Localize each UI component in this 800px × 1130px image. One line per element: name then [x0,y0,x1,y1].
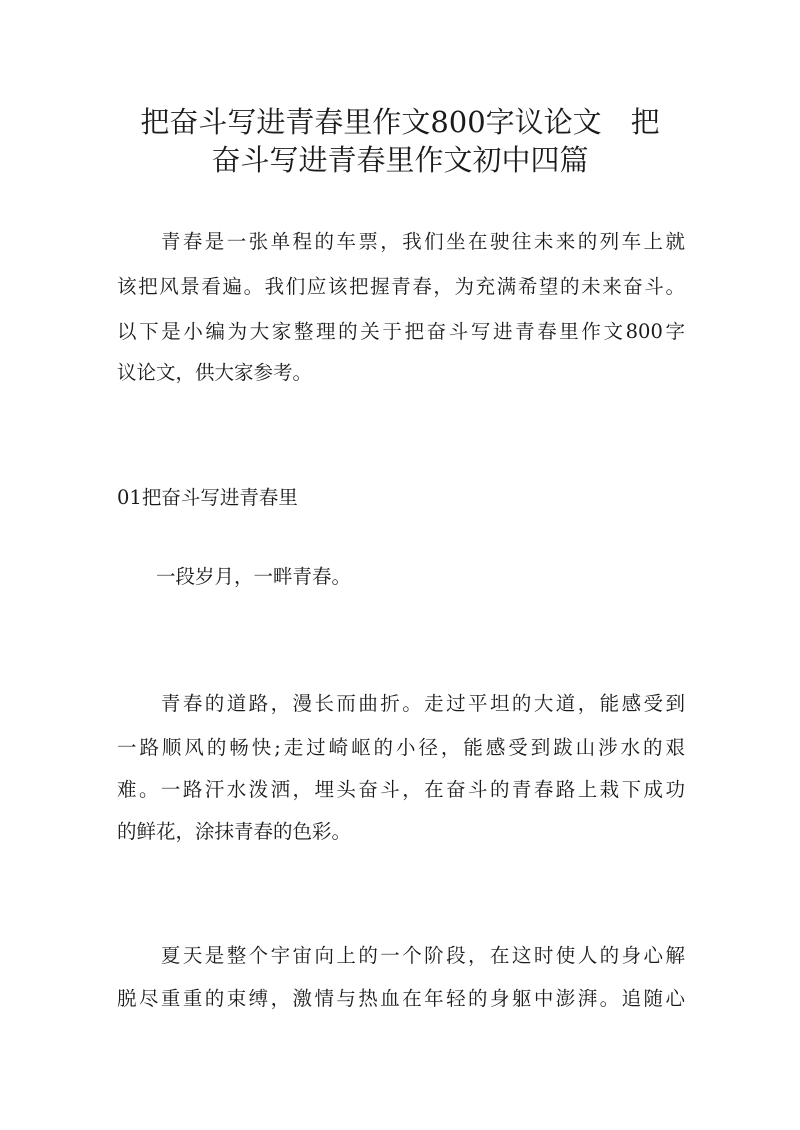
para2-line-2: 一路顺风的畅快;走过崎岖的小径，能感受到跋山涉水的艰 [117,736,685,759]
para2-line-3: 难。一路汗水泼洒，埋头奋斗，在奋斗的青春路上栽下成功 [117,778,685,801]
para3-line-2: 脱尽重重的束缚，激情与热血在年轻的身躯中澎湃。追随心 [117,987,685,1010]
intro-line-2: 该把风景看遍。我们应该把握青春，为充满希望的未来奋斗。 [117,275,685,298]
intro-line-3: 以下是小编为大家整理的关于把奋斗写进青春里作文800字 [117,320,685,343]
para2-line-1: 青春的道路，漫长而曲折。走过平坦的大道，能感受到 [117,692,685,715]
intro-line-4: 议论文，供大家参考。 [117,361,313,384]
document-title-line-2: 奋斗写进青春里作文初中四篇 [211,143,589,177]
para1-line-1: 一段岁月，一畔青春。 [117,565,352,588]
para3-line-1: 夏天是整个宇宙向上的一个阶段，在这时使人的身心解 [117,944,685,967]
para2-line-4: 的鲜花，涂抹青春的色彩。 [117,820,352,843]
document-title-line-1: 把奋斗写进青春里作文800字议论文 把 [140,105,660,139]
section-heading: 01把奋斗写进青春里 [117,486,298,509]
intro-line-1: 青春是一张单程的车票，我们坐在驶往未来的列车上就 [117,230,685,253]
